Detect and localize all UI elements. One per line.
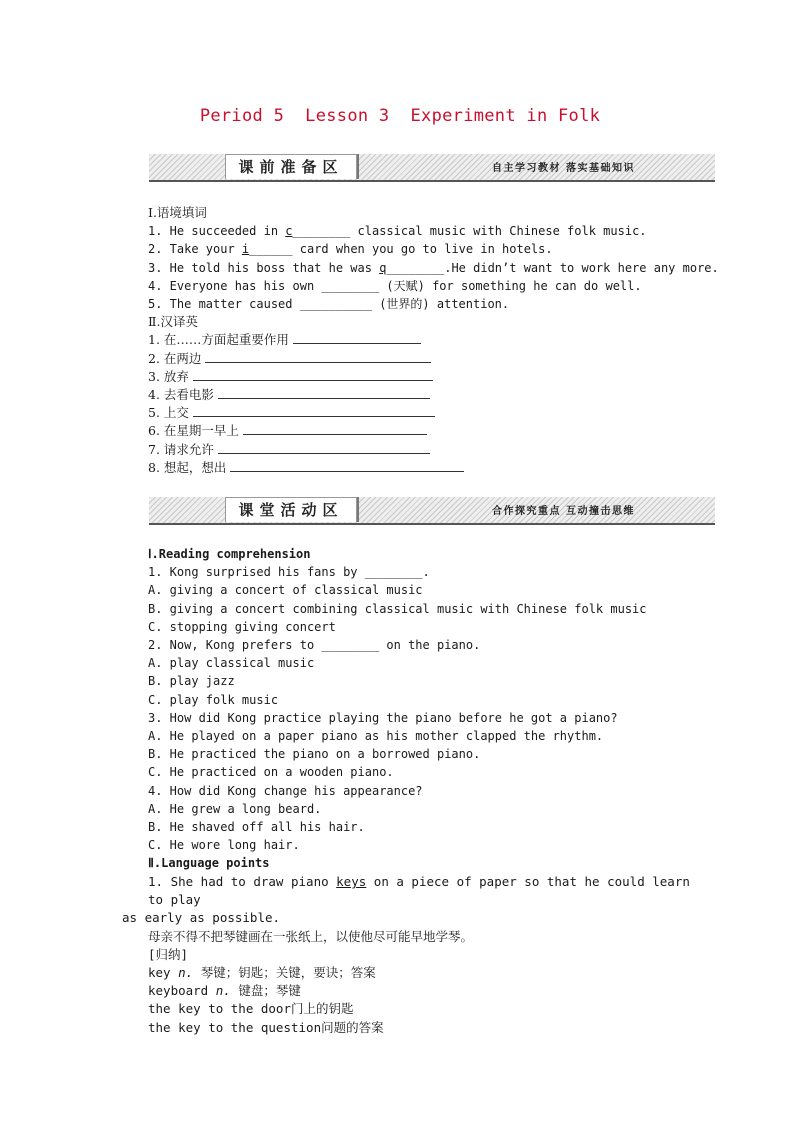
option-line: C. play folk music xyxy=(148,692,279,707)
section-heading: Ⅱ.汉译英 xyxy=(148,314,198,330)
fill-item: 2. Take your i______ card when you go to live in hotels. xyxy=(148,242,553,257)
section-heading: Ⅰ.Reading comprehension xyxy=(148,547,311,561)
answer-blank[interactable] xyxy=(230,459,464,472)
question-line: 4. How did Kong change his appearance? xyxy=(148,783,423,798)
option-line: B. He shaved off all his hair. xyxy=(148,820,365,835)
banner-label: 课堂活动区 xyxy=(225,497,357,522)
question-line: 1. Kong surprised his fans by ________. xyxy=(148,565,430,580)
banner-slogan: 自主学习教材 落实基础知识 xyxy=(492,163,635,174)
preparation-exercises xyxy=(148,204,719,477)
translate-item: 5. 上交 xyxy=(148,404,708,422)
answer-blank[interactable] xyxy=(293,331,421,344)
option-line: C. He practiced on a wooden piano. xyxy=(148,765,394,780)
translation: 母亲不得不把琴键画在一张纸上，以使他尽可能早地学琴。 xyxy=(148,928,474,944)
answer-blank[interactable] xyxy=(218,441,430,454)
fill-item: 1. He succeeded in c________ classical music with Chinese folk music. xyxy=(148,224,647,239)
translate-item: 2. 在两边 xyxy=(148,350,708,368)
option-line: C. stopping giving concert xyxy=(148,619,336,634)
note-tag: [归纳] xyxy=(148,946,189,962)
reading-comprehension xyxy=(148,545,708,873)
answer-blank[interactable] xyxy=(218,386,430,399)
translate-item: 6. 在星期一早上 xyxy=(148,422,708,440)
translate-item: 8. 想起，想出 xyxy=(148,459,708,477)
translate-item: 1. 在……方面起重要作用 xyxy=(148,331,708,349)
section-heading: Ⅰ.语境填词 xyxy=(148,205,207,220)
option-line: C. He wore long hair. xyxy=(148,838,300,853)
answer-blank[interactable] xyxy=(243,422,427,435)
page-title: Period 5 Lesson 3 Experiment in Folk xyxy=(199,106,601,126)
option-line: B. play jazz xyxy=(148,674,235,689)
section-banner-preparation xyxy=(149,154,715,182)
question-line: 2. Now, Kong prefers to ________ on the piano. xyxy=(148,638,481,653)
language-points xyxy=(122,873,692,1037)
example-sentence: 1. She had to draw piano keys on a piece of paper so that he could learn to play xyxy=(148,874,690,908)
answer-blank[interactable] xyxy=(193,404,435,417)
translate-item: 4. 去看电影 xyxy=(148,386,708,404)
key-word-highlight: keys xyxy=(336,874,367,889)
phrase-entry: the key to the question问题的答案 xyxy=(148,1019,384,1035)
option-line: B. giving a concert combining classical music with Chinese folk music xyxy=(148,601,647,616)
example-sentence-cont: as early as possible. xyxy=(122,910,281,926)
phrase-entry: the key to the door门上的钥匙 xyxy=(148,1001,354,1017)
answer-blank[interactable] xyxy=(193,368,433,381)
option-line: B. He practiced the piano on a borrowed piano. xyxy=(148,747,481,762)
vocab-entry: keyboard n. 键盘；琴键 xyxy=(148,983,301,999)
option-line: A. He grew a long beard. xyxy=(148,801,322,816)
option-line: A. giving a concert of classical music xyxy=(148,583,423,598)
question-line: 3. How did Kong practice playing the piano before he got a piano? xyxy=(148,710,618,725)
banner-slogan: 合作探究重点 互动撞击思维 xyxy=(492,506,635,517)
option-line: A. play classical music xyxy=(148,656,315,671)
banner-label: 课前准备区 xyxy=(225,154,357,179)
translate-item: 3. 放弃 xyxy=(148,368,708,386)
fill-item: 3. He told his boss that he was q________.He didn’t want to work here any more. xyxy=(148,260,719,275)
fill-item: 5. The matter caused __________ (世界的) attention. xyxy=(148,297,510,312)
option-line: A. He played on a paper piano as his mother clapped the rhythm. xyxy=(148,729,604,744)
vocab-entry: key n. 琴键；钥匙；关键，要诀；答案 xyxy=(148,965,376,981)
section-heading: Ⅱ.Language points xyxy=(148,856,270,871)
translate-item: 7. 请求允许 xyxy=(148,441,708,459)
section-banner-classroom xyxy=(149,497,715,525)
fill-item: 4. Everyone has his own ________ (天赋) for something he can do well. xyxy=(148,278,642,293)
answer-blank[interactable] xyxy=(205,350,431,363)
